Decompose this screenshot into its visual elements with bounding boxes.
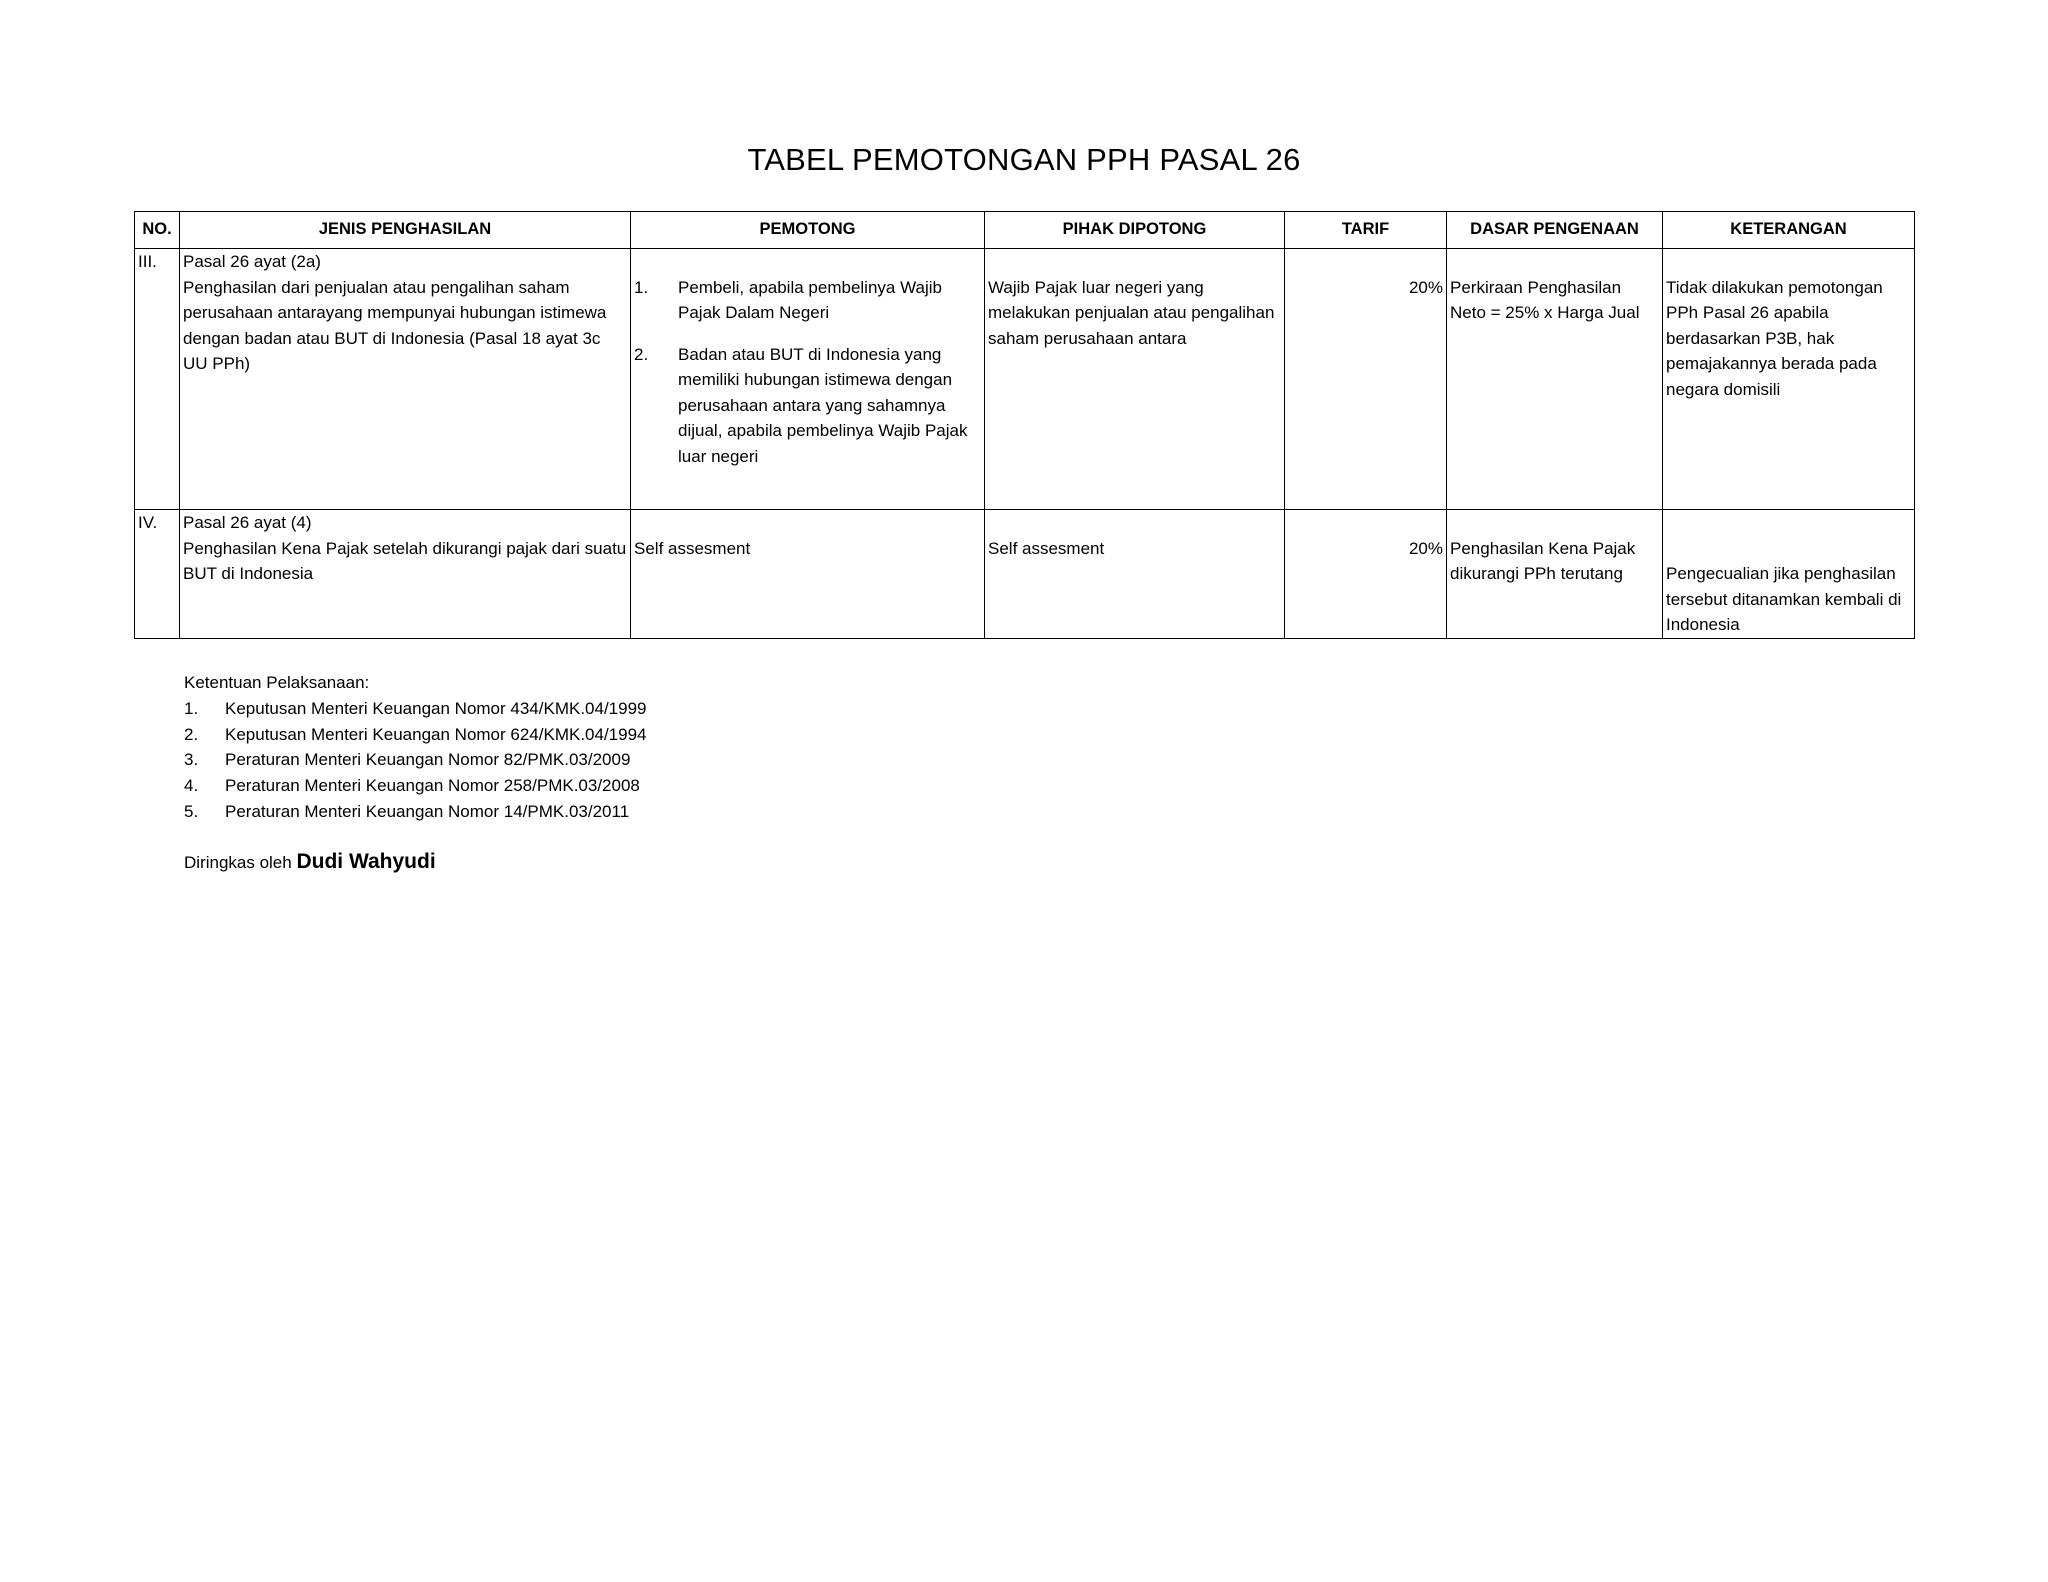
notes-heading: Ketentuan Pelaksanaan: xyxy=(184,673,370,692)
header-dasar-pengenaan: DASAR PENGENAAN xyxy=(1447,212,1663,249)
pemotong-list xyxy=(634,275,981,470)
list-text: Peraturan Menteri Keuangan Nomor 82/PMK.03/2009 xyxy=(225,750,631,770)
list-text: Keputusan Menteri Keuangan Nomor 434/KMK.04/1999 xyxy=(225,698,647,718)
dasar-pengenaan-cell xyxy=(1447,249,1663,510)
list-number: 1. xyxy=(184,698,199,718)
list-item xyxy=(184,773,647,799)
keterangan-text: Pengecualian jika penghasilan tersebut ditanamkan kembali di Indonesia xyxy=(1666,564,1902,634)
keterangan-cell xyxy=(1663,510,1915,639)
pemotong-cell xyxy=(631,510,985,639)
row-number: III. xyxy=(135,249,180,510)
list-text: Peraturan Menteri Keuangan Nomor 14/PMK.03/2011 xyxy=(225,801,630,821)
tarif-value: 20% xyxy=(1408,538,1443,558)
dasar-text: Perkiraan Penghasilan Neto = 25% x Harga Jual xyxy=(1450,277,1640,322)
list-number: 2. xyxy=(634,344,649,364)
list-item xyxy=(184,799,647,825)
table-row xyxy=(135,510,1915,639)
list-text: Badan atau BUT di Indonesia yang memiliki hubungan istimewa dengan perusahaan antara yang sahamnya dijual, apabila pembelinya Wajib Pajak luar negeri xyxy=(678,344,968,466)
pihak-text: Self assesment xyxy=(988,538,1105,558)
ketentuan-pelaksanaan xyxy=(184,670,647,825)
keterangan-text: Tidak dilakukan pemotongan PPh Pasal 26 apabila berdasarkan P3B, hak pemajakannya berada pada negara domisili xyxy=(1666,277,1883,399)
header-no: NO. xyxy=(135,212,180,249)
header-keterangan: KETERANGAN xyxy=(1663,212,1915,249)
pihak-dipotong-cell xyxy=(985,510,1285,639)
pph26-table xyxy=(134,211,1915,639)
pihak-dipotong-cell xyxy=(985,249,1285,510)
credit-line xyxy=(184,850,436,874)
notes-list xyxy=(184,696,647,825)
list-text: Peraturan Menteri Keuangan Nomor 258/PMK.03/2008 xyxy=(225,776,640,796)
jenis-penghasilan-cell xyxy=(180,249,631,510)
list-item xyxy=(184,696,647,722)
list-item xyxy=(634,275,981,326)
tarif-value: 20% xyxy=(1408,277,1443,297)
jenis-penghasilan-cell xyxy=(180,510,631,639)
dasar-pengenaan-cell xyxy=(1447,510,1663,639)
list-number: 5. xyxy=(184,801,199,821)
header-pemotong: PEMOTONG xyxy=(631,212,985,249)
table-row xyxy=(135,249,1915,510)
keterangan-cell xyxy=(1663,249,1915,510)
list-item xyxy=(184,722,647,748)
page-title: TABEL PEMOTONGAN PPH PASAL 26 xyxy=(747,142,1301,177)
dasar-text: Penghasilan Kena Pajak dikurangi PPh terutang xyxy=(1450,538,1636,583)
list-item xyxy=(634,342,981,470)
list-text: Pembeli, apabila pembelinya Wajib Pajak Dalam Negeri xyxy=(678,277,942,322)
table-header-row xyxy=(135,212,1915,249)
jenis-description: Penghasilan dari penjualan atau pengalihan saham perusahaan antarayang mempunyai hubungan istimewa dengan badan atau BUT di Indonesia (Pasal 18 ayat 3c UU PPh) xyxy=(183,277,607,373)
jenis-title: Pasal 26 ayat (4) xyxy=(183,513,312,532)
tarif-cell xyxy=(1285,249,1447,510)
jenis-description: Penghasilan Kena Pajak setelah dikurangi pajak dari suatu BUT di Indonesia xyxy=(183,538,627,583)
list-item xyxy=(184,747,647,773)
pihak-text: Wajib Pajak luar negeri yang melakukan penjualan atau pengalihan saham perusahaan antara xyxy=(988,277,1275,348)
jenis-title: Pasal 26 ayat (2a) xyxy=(183,252,321,271)
tarif-cell xyxy=(1285,510,1447,639)
list-number: 3. xyxy=(184,750,199,770)
credit-prefix: Diringkas oleh xyxy=(184,853,292,872)
list-number: 4. xyxy=(184,776,199,796)
header-tarif: TARIF xyxy=(1285,212,1447,249)
list-text: Keputusan Menteri Keuangan Nomor 624/KMK.04/1994 xyxy=(225,724,647,744)
header-pihak-dipotong: PIHAK DIPOTONG xyxy=(985,212,1285,249)
row-number: IV. xyxy=(135,510,180,639)
pemotong-cell xyxy=(631,249,985,510)
list-number: 1. xyxy=(634,277,649,297)
list-number: 2. xyxy=(184,724,199,744)
header-jenis-penghasilan: JENIS PENGHASILAN xyxy=(180,212,631,249)
pemotong-text: Self assesment xyxy=(634,538,751,558)
credit-author: Dudi Wahyudi xyxy=(296,850,436,873)
